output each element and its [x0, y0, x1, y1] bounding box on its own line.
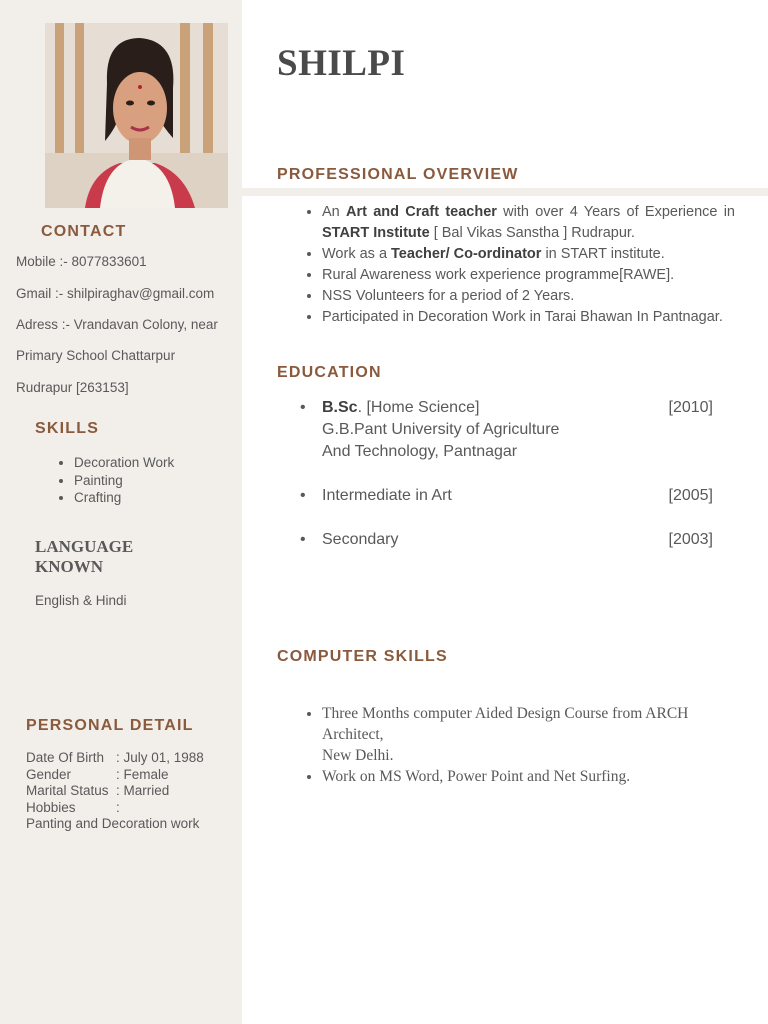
personal-detail-list [26, 750, 204, 833]
personal-gender-row [26, 767, 204, 784]
overview-item: • An Art and Craft teacher with over 4 Years of Experience in START Institute [ Bal Vikas Sanstha ] Rudrapur. [322, 202, 735, 244]
university-line-2: And Technology, Pantnagar [322, 443, 518, 460]
language-heading-line-2: KNOWN [35, 557, 103, 576]
contact-mobile: Mobile :- 8077833601 [16, 254, 147, 269]
language-heading [35, 537, 195, 577]
hobbies-label: Hobbies [26, 799, 76, 815]
bullet-icon: • [300, 487, 306, 504]
education-heading: EDUCATION [277, 364, 382, 381]
marital-label: Marital Status [26, 783, 109, 798]
skills-heading: SKILLS [35, 420, 100, 437]
overview-item: • Work as a Teacher/ Co-ordinator in START institute. [322, 244, 735, 265]
education-title: Secondary [322, 531, 399, 548]
education-year: [2003] [668, 531, 713, 548]
university-line-1: G.B.Pant University of Agriculture [322, 421, 560, 438]
education-year: [2010] [668, 399, 713, 416]
professional-overview-heading: PROFESSIONAL OVERVIEW [277, 166, 519, 183]
dob-value: : July 01, 1988 [116, 750, 204, 765]
education-year: [2005] [668, 487, 713, 504]
computer-skills-list [300, 703, 742, 787]
gender-value: : Female [116, 766, 169, 782]
overview-item: • Participated in Decoration Work in Tarai Bhawan In Pantnagar. [322, 307, 735, 328]
header-divider-band [242, 188, 768, 196]
personal-dob-row [26, 750, 204, 767]
contact-address-line-1: Adress :- Vrandavan Colony, near [16, 317, 218, 332]
overview-item: • NSS Volunteers for a period of 2 Years. [322, 286, 735, 307]
gender-label: Gender [26, 766, 72, 782]
degree-name: B.Sc [322, 399, 358, 416]
bullet-icon: • [300, 531, 306, 548]
contact-address-line-2: Primary School Chattarpur [16, 348, 176, 363]
computer-skill-item: • Three Months computer Aided Design Course from ARCH Architect, New Delhi. [322, 703, 742, 766]
languages-value: English & Hindi [35, 593, 127, 608]
personal-detail-heading: PERSONAL DETAIL [26, 717, 194, 734]
skill-item: • Crafting [74, 489, 174, 507]
language-heading-line-1: LANGUAGE [35, 537, 134, 556]
contact-heading: CONTACT [41, 223, 127, 240]
computer-skills-heading: COMPUTER SKILLS [277, 648, 448, 665]
bullet-icon: • [300, 399, 306, 416]
skill-item: • Painting [74, 472, 174, 490]
contact-email: Gmail :- shilpiraghav@gmail.com [16, 286, 215, 301]
marital-value: : Married [116, 783, 170, 798]
hobbies-colon: : [116, 799, 120, 815]
hobbies-value: Panting and Decoration work [26, 816, 200, 831]
personal-marital-row [26, 783, 204, 800]
candidate-name: SHILPI [277, 43, 406, 84]
skill-item: • Decoration Work [74, 454, 174, 472]
education-title: Intermediate in Art [322, 487, 452, 504]
profile-photo [45, 23, 228, 208]
personal-hobbies-row [26, 800, 204, 817]
overview-item: • Rural Awareness work experience programme[RAWE]. [322, 265, 735, 286]
overview-list [300, 202, 735, 328]
computer-skill-item: • Work on MS Word, Power Point and Net Surfing. [322, 766, 742, 787]
contact-address-line-3: Rudrapur [263153] [16, 380, 129, 395]
skills-list [55, 454, 174, 507]
dob-label: Date Of Birth [26, 750, 105, 765]
